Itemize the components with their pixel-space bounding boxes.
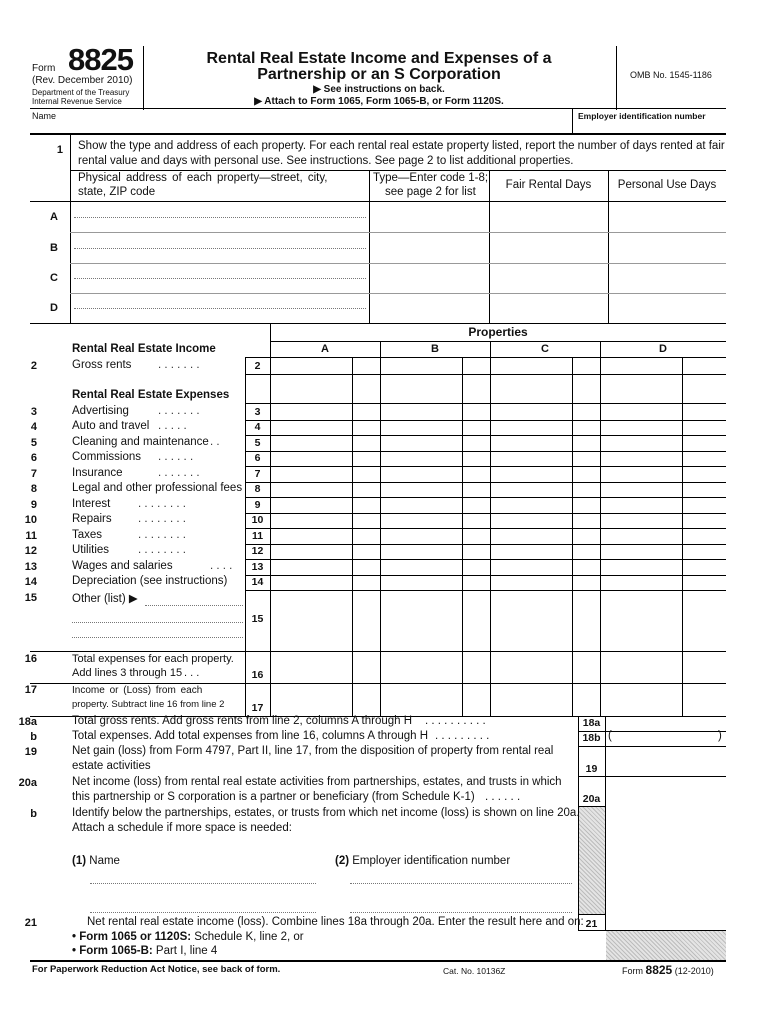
- property-row-letter: B: [50, 242, 58, 254]
- line-box-number: 3: [254, 406, 261, 418]
- line-amount-fields[interactable]: [271, 405, 726, 420]
- line-amount-fields[interactable]: [271, 560, 726, 575]
- line-leader-dots: . .: [210, 436, 220, 448]
- line-box-number: 12: [251, 545, 264, 557]
- footer-form-id: [622, 963, 714, 977]
- ein-field[interactable]: [574, 122, 724, 133]
- properties-heading: Properties: [468, 325, 528, 339]
- catalog-number: Cat. No. 10136Z: [443, 966, 506, 976]
- line-18b-text: Total expenses. Add total expenses from line 16, columns A through H: [72, 730, 429, 742]
- property-column-b-header: B: [431, 343, 439, 355]
- line-number: 12: [24, 545, 37, 557]
- line-17-number: 17: [24, 684, 37, 696]
- line-leader-dots: . . . . .: [158, 420, 187, 432]
- address-col-header-2: state, ZIP code: [78, 186, 156, 198]
- line-label: Interest: [72, 498, 111, 510]
- line-leader-dots: . . . .: [210, 560, 233, 572]
- line-1-number: 1: [56, 144, 63, 156]
- name-column-number: (1): [72, 855, 87, 867]
- line-amount-fields[interactable]: [271, 359, 726, 374]
- line-number: 14: [24, 576, 37, 588]
- name-column-label: Name: [89, 855, 120, 867]
- property-type-field[interactable]: [370, 233, 488, 262]
- line-16-text-2: Add lines 3 through 15: [72, 667, 183, 679]
- line-number: 10: [24, 514, 37, 526]
- line-16-box: 16: [251, 669, 264, 681]
- line-amount-fields[interactable]: [271, 436, 726, 451]
- line-box-number: 2: [254, 360, 261, 372]
- line-20b-text-1: Identify below the partnerships, estates, or trusts from which net income (loss) is shown on line 20a.: [72, 807, 580, 819]
- line-18a-text: Total gross rents. Add gross rents from line 2, columns A through H: [72, 715, 413, 727]
- fair-rental-days-field[interactable]: [490, 233, 607, 262]
- revision-date: (Rev. December 2010): [32, 75, 133, 86]
- line-leader-dots: . . . . . . . .: [138, 498, 186, 510]
- line-18b-dots: . . . . . . . . .: [435, 730, 490, 742]
- form-number: 8825: [68, 42, 133, 77]
- line-label: Repairs: [72, 513, 112, 525]
- partnership-ein-field-2[interactable]: [350, 912, 572, 913]
- attach-note: ▶ Attach to Form 1065, Form 1065-B, or Form 1120S.: [254, 96, 504, 107]
- line-15-box: 15: [251, 613, 264, 625]
- line-leader-dots: . . . . . . .: [158, 359, 200, 371]
- income-heading: Rental Real Estate Income: [72, 343, 216, 355]
- property-type-field[interactable]: [370, 202, 488, 231]
- personal-use-days-field[interactable]: [609, 202, 725, 231]
- personal-use-days-header: Personal Use Days: [617, 179, 717, 191]
- line-20a-dots: . . . . . .: [485, 791, 521, 803]
- line-20b-number: b: [30, 808, 37, 820]
- name-column-heading: [72, 855, 120, 867]
- property-type-field[interactable]: [370, 263, 488, 292]
- line-19-number: 19: [24, 746, 37, 758]
- line-label: Auto and travel: [72, 420, 150, 432]
- line-18a-number: 18a: [18, 716, 37, 728]
- line-21-box: 21: [585, 918, 598, 930]
- line-leader-dots: . . . . . . . .: [138, 529, 186, 541]
- line-label: Wages and salaries: [72, 560, 173, 572]
- partnership-name-field-2[interactable]: [90, 912, 316, 913]
- line-1-text-1: Show the type and address of each property. For each rental real estate property listed, report the number of days rented at fair: [78, 140, 725, 152]
- form-title-line1: Rental Real Estate Income and Expenses of a: [206, 50, 552, 67]
- ein-column-heading: [335, 855, 510, 867]
- line-21-bullet-2-form: • Form 1065-B:: [72, 945, 153, 957]
- line-21-bullet-1-text: Schedule K, line 2, or: [191, 931, 304, 943]
- property-address-field[interactable]: [74, 217, 366, 218]
- property-address-field[interactable]: [74, 278, 366, 279]
- line-21-amount[interactable]: [606, 915, 726, 929]
- line-label: Utilities: [72, 544, 110, 556]
- line-leader-dots: . . . . . . .: [158, 405, 200, 417]
- line-label: Cleaning and maintenance: [72, 436, 209, 448]
- line-number: 11: [25, 530, 37, 542]
- line-leader-dots: . . . . . . .: [158, 467, 200, 479]
- property-address-field[interactable]: [74, 248, 366, 249]
- line-label: Depreciation (see instructions): [72, 575, 228, 587]
- line-17-text-1: Income or (Loss) from each: [72, 685, 203, 696]
- line-19-box: 19: [585, 763, 598, 775]
- line-box-number: 13: [251, 561, 264, 573]
- line-box-number: 9: [254, 499, 261, 511]
- line-20a-text-1: Net income (loss) from rental real estate activities from partnerships, estates, and trusts in which: [72, 776, 562, 788]
- line-number: 5: [30, 437, 37, 449]
- line-box-number: 8: [254, 483, 261, 495]
- ein-column-label: Employer identification number: [352, 855, 511, 867]
- line-label: Legal and other professional fees: [72, 482, 243, 494]
- line-amount-fields[interactable]: [271, 451, 726, 466]
- fair-rental-days-field[interactable]: [490, 202, 607, 231]
- line-18a-box: 18a: [582, 717, 601, 729]
- line-leader-dots: . . . . . . . .: [138, 544, 186, 556]
- property-column-a-header: A: [321, 343, 329, 355]
- line-leader-dots: . . . . . .: [158, 451, 194, 463]
- line-18a-amount[interactable]: [606, 717, 726, 730]
- line-box-number: 11: [251, 530, 264, 542]
- line-number: 8: [30, 483, 37, 495]
- fair-rental-days-header: Fair Rental Days: [505, 179, 592, 191]
- line-label: Advertising: [72, 405, 129, 417]
- line-18b-open-paren: (: [608, 730, 612, 742]
- line-number: 7: [30, 468, 37, 480]
- line-16-text-1: Total expenses for each property.: [72, 653, 234, 665]
- line-label: Taxes: [72, 529, 103, 541]
- line-19-text-1: Net gain (loss) from Form 4797, Part II, line 17, from the disposition of property from rental real: [72, 745, 554, 757]
- personal-use-days-field[interactable]: [609, 263, 725, 292]
- personal-use-days-field[interactable]: [609, 293, 725, 322]
- line-1-text-2: rental value and days with personal use. See instructions. See page 2 to list additional properties.: [78, 155, 574, 167]
- line-18b-close-paren: ): [718, 730, 722, 742]
- line-amount-fields[interactable]: [271, 467, 726, 482]
- property-type-field[interactable]: [370, 293, 488, 322]
- department-line: Department of the Treasury: [32, 88, 130, 97]
- footer-form-revision: (12-2010): [674, 966, 714, 976]
- line-17-box: 17: [251, 702, 264, 714]
- footer-form-number: 8825: [645, 963, 673, 977]
- line-19-text-2: estate activities: [72, 760, 151, 772]
- line-label: Gross rents: [72, 359, 132, 371]
- line-number: 13: [24, 561, 37, 573]
- line-amount-fields[interactable]: [271, 544, 726, 559]
- line-18b-box: 18b: [582, 732, 601, 744]
- line-21-bullet-2: [72, 945, 217, 957]
- address-col-header-1: Physical address of each property—street, city,: [78, 172, 328, 184]
- line-16-number: 16: [24, 653, 37, 665]
- line-20a-text-2: this partnership or S corporation is a partner or beneficiary (from Schedule K-1): [72, 791, 475, 803]
- line-amount-fields[interactable]: [271, 575, 726, 590]
- line-amount-fields[interactable]: [271, 529, 726, 544]
- type-col-header-1: Type—Enter code 1-8;: [373, 172, 489, 184]
- fair-rental-days-field[interactable]: [490, 263, 607, 292]
- line-box-number: 5: [254, 437, 261, 449]
- personal-use-days-field[interactable]: [609, 233, 725, 262]
- property-row-letter: D: [50, 302, 58, 314]
- line-number: 6: [30, 452, 37, 464]
- paperwork-notice: For Paperwork Reduction Act Notice, see back of form.: [32, 964, 281, 975]
- line-15-label: Other (list) ▶: [72, 593, 138, 605]
- line-number: 4: [30, 421, 37, 433]
- line-amount-fields[interactable]: [271, 498, 726, 513]
- line-amount-fields[interactable]: [271, 513, 726, 528]
- line-21-text: Net rental real estate income (loss). Combine lines 18a through 20a. Enter the result here and on:: [87, 916, 584, 928]
- line-20b-text-2: Attach a schedule if more space is needed:: [72, 822, 292, 834]
- line-21-bullet-1-form: • Form 1065 or 1120S:: [72, 931, 192, 943]
- line-16-dots: . . .: [184, 667, 200, 679]
- line-21-bullet-2-text: Part I, line 4: [152, 945, 218, 957]
- property-column-d-header: D: [659, 343, 667, 355]
- partnership-ein-field-1[interactable]: [350, 883, 572, 884]
- omb-number: OMB No. 1545-1186: [630, 70, 712, 80]
- line-20a-box: 20a: [582, 793, 601, 805]
- form-label: Form: [32, 63, 56, 74]
- ein-label: Employer identification number: [578, 111, 706, 121]
- line-box-number: 6: [254, 452, 261, 464]
- line-box-number: 14: [251, 576, 264, 588]
- property-row-letter: C: [50, 272, 58, 284]
- footer-form-word: Form: [622, 966, 643, 976]
- line-21-bullet-1: [72, 931, 304, 943]
- name-label: Name: [32, 111, 57, 121]
- form-title-line2: Partnership or an S Corporation: [257, 66, 501, 83]
- type-col-header-2: see page 2 for list: [385, 186, 476, 198]
- line-number: 3: [30, 406, 37, 418]
- expense-heading: Rental Real Estate Expenses: [72, 389, 230, 401]
- property-row-letter: A: [50, 211, 58, 223]
- line-leader-dots: . . . . . . . .: [138, 513, 186, 525]
- line-20a-number: 20a: [18, 777, 37, 789]
- line-number: 2: [30, 360, 37, 372]
- property-column-c-header: C: [541, 343, 549, 355]
- line-15-number: 15: [24, 592, 37, 604]
- instructions-note: ▶ See instructions on back.: [313, 84, 445, 95]
- partnership-name-field-1[interactable]: [90, 883, 316, 884]
- line-box-number: 10: [251, 514, 264, 526]
- ein-column-number: (2): [335, 855, 350, 867]
- fair-rental-days-field[interactable]: [490, 293, 607, 322]
- line-18a-dots: . . . . . . . . . .: [425, 715, 486, 727]
- line-label: Commissions: [72, 451, 142, 463]
- line-amount-fields[interactable]: [271, 482, 726, 497]
- line-label: Insurance: [72, 467, 123, 479]
- line-17-text-2: property. Subtract line 16 from line 2: [72, 699, 225, 710]
- property-address-field[interactable]: [74, 308, 366, 309]
- irs-line: Internal Revenue Service: [32, 97, 122, 106]
- line-box-number: 7: [254, 468, 261, 480]
- line-number: 9: [30, 499, 37, 511]
- line-21-number: 21: [24, 917, 37, 929]
- name-field[interactable]: [60, 110, 570, 132]
- line-amount-fields[interactable]: [271, 420, 726, 435]
- line-18b-number: b: [30, 731, 37, 743]
- line-box-number: 4: [254, 421, 261, 433]
